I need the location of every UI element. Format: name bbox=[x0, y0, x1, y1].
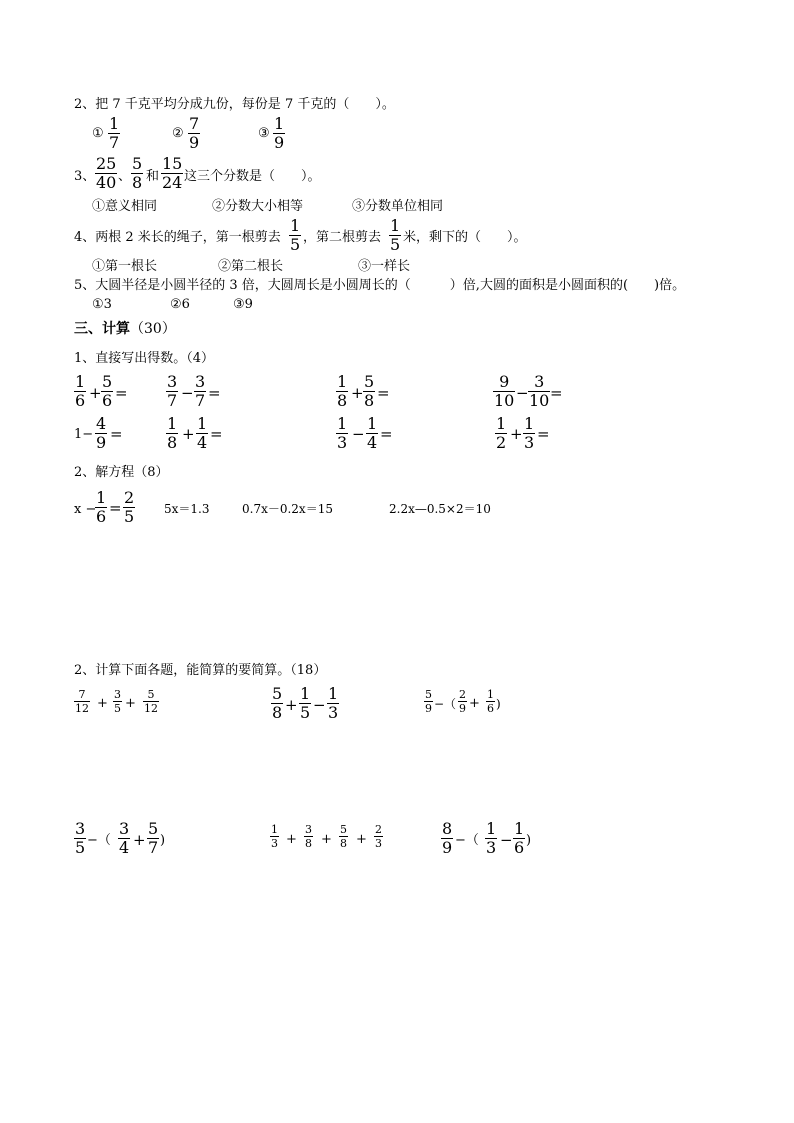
p1-e2-fraction-b bbox=[194, 374, 206, 409]
q2-option-2-mark: ② bbox=[172, 126, 184, 141]
p1-e4-fraction-b bbox=[528, 374, 550, 409]
p1-e3-fraction-b bbox=[363, 374, 375, 409]
p2-eq1-lead: x − bbox=[74, 502, 97, 517]
q2-option-1-fraction bbox=[108, 116, 120, 151]
denominator: 4 bbox=[197, 433, 208, 452]
question-4-part-2: ，第二根剪去 bbox=[303, 230, 382, 245]
numerator: 1 bbox=[367, 414, 378, 433]
numerator: 1 bbox=[300, 684, 311, 703]
p3-c5-operator-2: + bbox=[321, 832, 332, 847]
p1-e3-equals: = bbox=[377, 384, 390, 402]
p3-c6-fraction-a bbox=[441, 821, 453, 856]
numerator: 2 bbox=[459, 688, 466, 701]
numerator: 2 bbox=[375, 823, 382, 836]
numerator: 1 bbox=[290, 216, 301, 235]
p2-eq2: 5x＝1.3 bbox=[164, 502, 210, 516]
p1-e7-fraction-a bbox=[336, 416, 348, 451]
numerator: 7 bbox=[78, 688, 86, 701]
p3-c1-operator-1: + bbox=[97, 696, 108, 711]
p2-eq4: 2.2x—0.5×2＝10 bbox=[389, 502, 491, 516]
denominator: 5 bbox=[390, 235, 401, 254]
denominator: 8 bbox=[337, 391, 348, 410]
denominator: 4 bbox=[119, 838, 130, 857]
denominator: 9 bbox=[96, 433, 107, 452]
numerator: 4 bbox=[96, 414, 107, 433]
denominator: 3 bbox=[375, 837, 382, 850]
p3-c5-operator-1: + bbox=[286, 832, 297, 847]
p1-e5-fraction bbox=[95, 416, 107, 451]
p1-e3-fraction-a bbox=[336, 374, 348, 409]
p3-c2-operator-1: + bbox=[285, 696, 298, 714]
p3-c4-fraction-b bbox=[118, 821, 130, 856]
denominator: 5 bbox=[290, 235, 301, 254]
q3-fraction-2 bbox=[131, 156, 143, 191]
q4-option-2: ②第二根长 bbox=[218, 259, 284, 274]
section-3-score: （30） bbox=[130, 321, 176, 337]
p1-e6-operator: + bbox=[182, 425, 195, 443]
numerator: 3 bbox=[167, 372, 178, 391]
q4-option-3: ③一样长 bbox=[358, 259, 411, 274]
numerator: 1 bbox=[337, 372, 348, 391]
numerator: 8 bbox=[442, 819, 453, 838]
q4-option-1: ①第一根长 bbox=[92, 259, 158, 274]
p3-c5-fraction-a bbox=[270, 824, 279, 849]
q3-option-1: ①意义相同 bbox=[92, 199, 158, 214]
denominator: 6 bbox=[487, 702, 494, 715]
p3-c3-fraction-c bbox=[486, 689, 495, 714]
p3-c4-fraction-a bbox=[74, 821, 86, 856]
p3-c3-operator-1: −（ bbox=[434, 697, 457, 711]
numerator: 3 bbox=[119, 819, 130, 838]
p1-e7-fraction-b bbox=[366, 416, 378, 451]
p3-c6-operator-2: − bbox=[500, 831, 513, 849]
p3-c5-fraction-c bbox=[339, 824, 348, 849]
denominator: 7 bbox=[109, 133, 120, 152]
denominator: 12 bbox=[144, 702, 158, 715]
numerator: 3 bbox=[75, 819, 86, 838]
numerator: 1 bbox=[337, 414, 348, 433]
p1-e8-fraction-b bbox=[523, 416, 535, 451]
question-2-stem: 2、把 7 千克平均分成九份，每份是 7 千克的（ ）。 bbox=[74, 97, 395, 112]
p3-c4-operator-1: −（ bbox=[87, 833, 111, 848]
question-5-stem: 5、大圆半径是小圆半径的 3 倍，大圆周长是小圆周长的（ ）倍,大圆的面积是小圆面积的( )倍。 bbox=[74, 278, 686, 293]
p1-e3-operator: + bbox=[351, 384, 364, 402]
numerator: 5 bbox=[425, 688, 432, 701]
q2-option-1-mark: ① bbox=[92, 126, 104, 141]
numerator: 1 bbox=[197, 414, 208, 433]
q3-option-3: ③分数单位相同 bbox=[352, 199, 444, 214]
denominator: 8 bbox=[364, 391, 375, 410]
numerator: 1 bbox=[486, 819, 497, 838]
p1-e1-fraction-b bbox=[101, 374, 113, 409]
part-2-title: 2、解方程（8） bbox=[74, 465, 169, 480]
q3-fraction-3 bbox=[161, 156, 183, 191]
q3-option-2: ②分数大小相等 bbox=[212, 199, 304, 214]
question-4-part-1: 4、两根 2 米长的绳子，第一根剪去 bbox=[74, 230, 281, 245]
q4-fraction-1 bbox=[289, 218, 301, 253]
section-3-title: 三、计算 bbox=[74, 321, 130, 337]
p3-c1-fraction-c bbox=[143, 689, 159, 714]
p3-c2-fraction-b bbox=[299, 686, 311, 721]
q4-fraction-2 bbox=[389, 218, 401, 253]
denominator: 3 bbox=[524, 433, 535, 452]
denominator: 8 bbox=[272, 703, 283, 722]
p3-c4-operator-2: + bbox=[133, 831, 146, 849]
p1-e2-equals: = bbox=[208, 384, 221, 402]
denominator: 9 bbox=[459, 702, 466, 715]
numerator: 5 bbox=[102, 372, 113, 391]
p1-e2-operator: − bbox=[181, 384, 194, 402]
denominator: 5 bbox=[300, 703, 311, 722]
numerator: 1 bbox=[274, 114, 285, 133]
numerator: 5 bbox=[147, 688, 155, 701]
denominator: 9 bbox=[189, 133, 200, 152]
p3-c6-fraction-c bbox=[513, 821, 525, 856]
denominator: 6 bbox=[102, 391, 113, 410]
numerator: 7 bbox=[189, 114, 200, 133]
numerator: 1 bbox=[487, 688, 494, 701]
p1-e6-fraction-a bbox=[166, 416, 178, 451]
denominator: 6 bbox=[514, 838, 525, 857]
p1-e8-equals: = bbox=[537, 425, 550, 443]
numerator: 5 bbox=[272, 684, 283, 703]
denominator: 3 bbox=[486, 838, 497, 857]
denominator: 5 bbox=[114, 702, 121, 715]
denominator: 7 bbox=[167, 391, 178, 410]
p1-e6-fraction-b bbox=[196, 416, 208, 451]
denominator: 10 bbox=[494, 391, 515, 410]
numerator: 15 bbox=[162, 154, 183, 173]
p1-e8-operator: + bbox=[510, 425, 523, 443]
numerator: 3 bbox=[195, 372, 206, 391]
denominator: 40 bbox=[96, 173, 117, 192]
p2-eq1-fraction-a bbox=[95, 490, 107, 525]
numerator: 1 bbox=[109, 114, 120, 133]
p1-e1-equals: = bbox=[115, 384, 128, 402]
q5-option-1: ①3 bbox=[92, 297, 112, 312]
numerator: 1 bbox=[328, 684, 339, 703]
numerator: 1 bbox=[167, 414, 178, 433]
numerator: 25 bbox=[96, 154, 117, 173]
p2-eq3: 0.7x－0.2x＝15 bbox=[242, 502, 333, 516]
p1-e4-equals: = bbox=[550, 384, 563, 402]
p3-c1-fraction-b bbox=[113, 689, 122, 714]
question-4-part-3: 米，剩下的（ ）。 bbox=[403, 230, 527, 245]
p3-c4-fraction-c bbox=[147, 821, 159, 856]
denominator: 7 bbox=[195, 391, 206, 410]
p3-c4-close-paren: ) bbox=[160, 833, 166, 848]
q5-option-3: ③9 bbox=[233, 297, 253, 312]
numerator: 1 bbox=[75, 372, 86, 391]
numerator: 9 bbox=[499, 372, 510, 391]
q3-separator: 、 bbox=[118, 169, 132, 184]
denominator: 9 bbox=[442, 838, 453, 857]
numerator: 5 bbox=[132, 154, 143, 173]
p3-c3-close-paren: ) bbox=[496, 697, 501, 711]
p3-c1-operator-2: + bbox=[125, 696, 136, 711]
part-1-title: 1、直接写出得数。（4） bbox=[74, 351, 215, 366]
p1-e5-equals: = bbox=[110, 425, 123, 443]
q2-option-2-fraction bbox=[188, 116, 200, 151]
p3-c6-operator-1: −（ bbox=[455, 833, 479, 848]
denominator: 12 bbox=[75, 702, 89, 715]
denominator: 4 bbox=[367, 433, 378, 452]
p3-c2-fraction-a bbox=[271, 686, 283, 721]
numerator: 1 bbox=[96, 488, 107, 507]
denominator: 24 bbox=[162, 173, 183, 192]
q2-option-3-fraction bbox=[273, 116, 285, 151]
p3-c2-fraction-c bbox=[327, 686, 339, 721]
p1-e4-operator: − bbox=[516, 384, 529, 402]
q3-fraction-1 bbox=[95, 156, 117, 191]
p1-e8-fraction-a bbox=[495, 416, 507, 451]
p3-c2-operator-2: − bbox=[313, 696, 326, 714]
numerator: 3 bbox=[305, 823, 312, 836]
denominator: 8 bbox=[167, 433, 178, 452]
numerator: 3 bbox=[534, 372, 545, 391]
p2-eq1-equals: = bbox=[109, 499, 122, 517]
p3-c6-close-paren: ) bbox=[526, 833, 532, 848]
denominator: 9 bbox=[274, 133, 285, 152]
p3-c1-fraction-a bbox=[74, 689, 90, 714]
p3-c5-operator-3: + bbox=[356, 832, 367, 847]
denominator: 3 bbox=[328, 703, 339, 722]
denominator: 2 bbox=[496, 433, 507, 452]
denominator: 3 bbox=[271, 837, 278, 850]
denominator: 8 bbox=[305, 837, 312, 850]
p3-c5-fraction-d bbox=[374, 824, 383, 849]
p1-e5-lead: 1− bbox=[74, 427, 94, 442]
numerator: 5 bbox=[148, 819, 159, 838]
p3-c3-operator-2: + bbox=[469, 696, 480, 711]
numerator: 5 bbox=[364, 372, 375, 391]
numerator: 1 bbox=[514, 819, 525, 838]
p1-e1-fraction-a bbox=[74, 374, 86, 409]
p1-e4-fraction-a bbox=[493, 374, 515, 409]
p2-eq1-fraction-b bbox=[123, 490, 135, 525]
q3-suffix: 这三个分数是（ ）。 bbox=[184, 169, 321, 184]
denominator: 8 bbox=[340, 837, 347, 850]
p3-c6-fraction-b bbox=[485, 821, 497, 856]
denominator: 10 bbox=[529, 391, 550, 410]
numerator: 2 bbox=[124, 488, 135, 507]
p3-c3-fraction-b bbox=[458, 689, 467, 714]
numerator: 1 bbox=[390, 216, 401, 235]
part-3-title: 2、计算下面各题，能简算的要简算。（18） bbox=[74, 663, 327, 678]
numerator: 1 bbox=[271, 823, 278, 836]
denominator: 6 bbox=[75, 391, 86, 410]
p1-e6-equals: = bbox=[210, 425, 223, 443]
denominator: 9 bbox=[425, 702, 432, 715]
denominator: 6 bbox=[96, 507, 107, 526]
p1-e7-operator: − bbox=[352, 425, 365, 443]
p1-e1-operator: + bbox=[89, 384, 102, 402]
p3-c3-fraction-a bbox=[424, 689, 433, 714]
q5-option-2: ②6 bbox=[170, 297, 190, 312]
q2-option-3-mark: ③ bbox=[258, 126, 270, 141]
numerator: 1 bbox=[524, 414, 535, 433]
question-3-prefix: 3、 bbox=[74, 169, 96, 184]
q3-and: 和 bbox=[146, 169, 160, 184]
denominator: 5 bbox=[124, 507, 135, 526]
p3-c5-fraction-b bbox=[304, 824, 313, 849]
denominator: 3 bbox=[337, 433, 348, 452]
section-3-heading bbox=[74, 322, 176, 336]
numerator: 3 bbox=[114, 688, 121, 701]
denominator: 8 bbox=[132, 173, 143, 192]
denominator: 7 bbox=[148, 838, 159, 857]
numerator: 1 bbox=[496, 414, 507, 433]
numerator: 5 bbox=[340, 823, 347, 836]
p1-e7-equals: = bbox=[380, 425, 393, 443]
denominator: 5 bbox=[75, 838, 86, 857]
p1-e2-fraction-a bbox=[166, 374, 178, 409]
